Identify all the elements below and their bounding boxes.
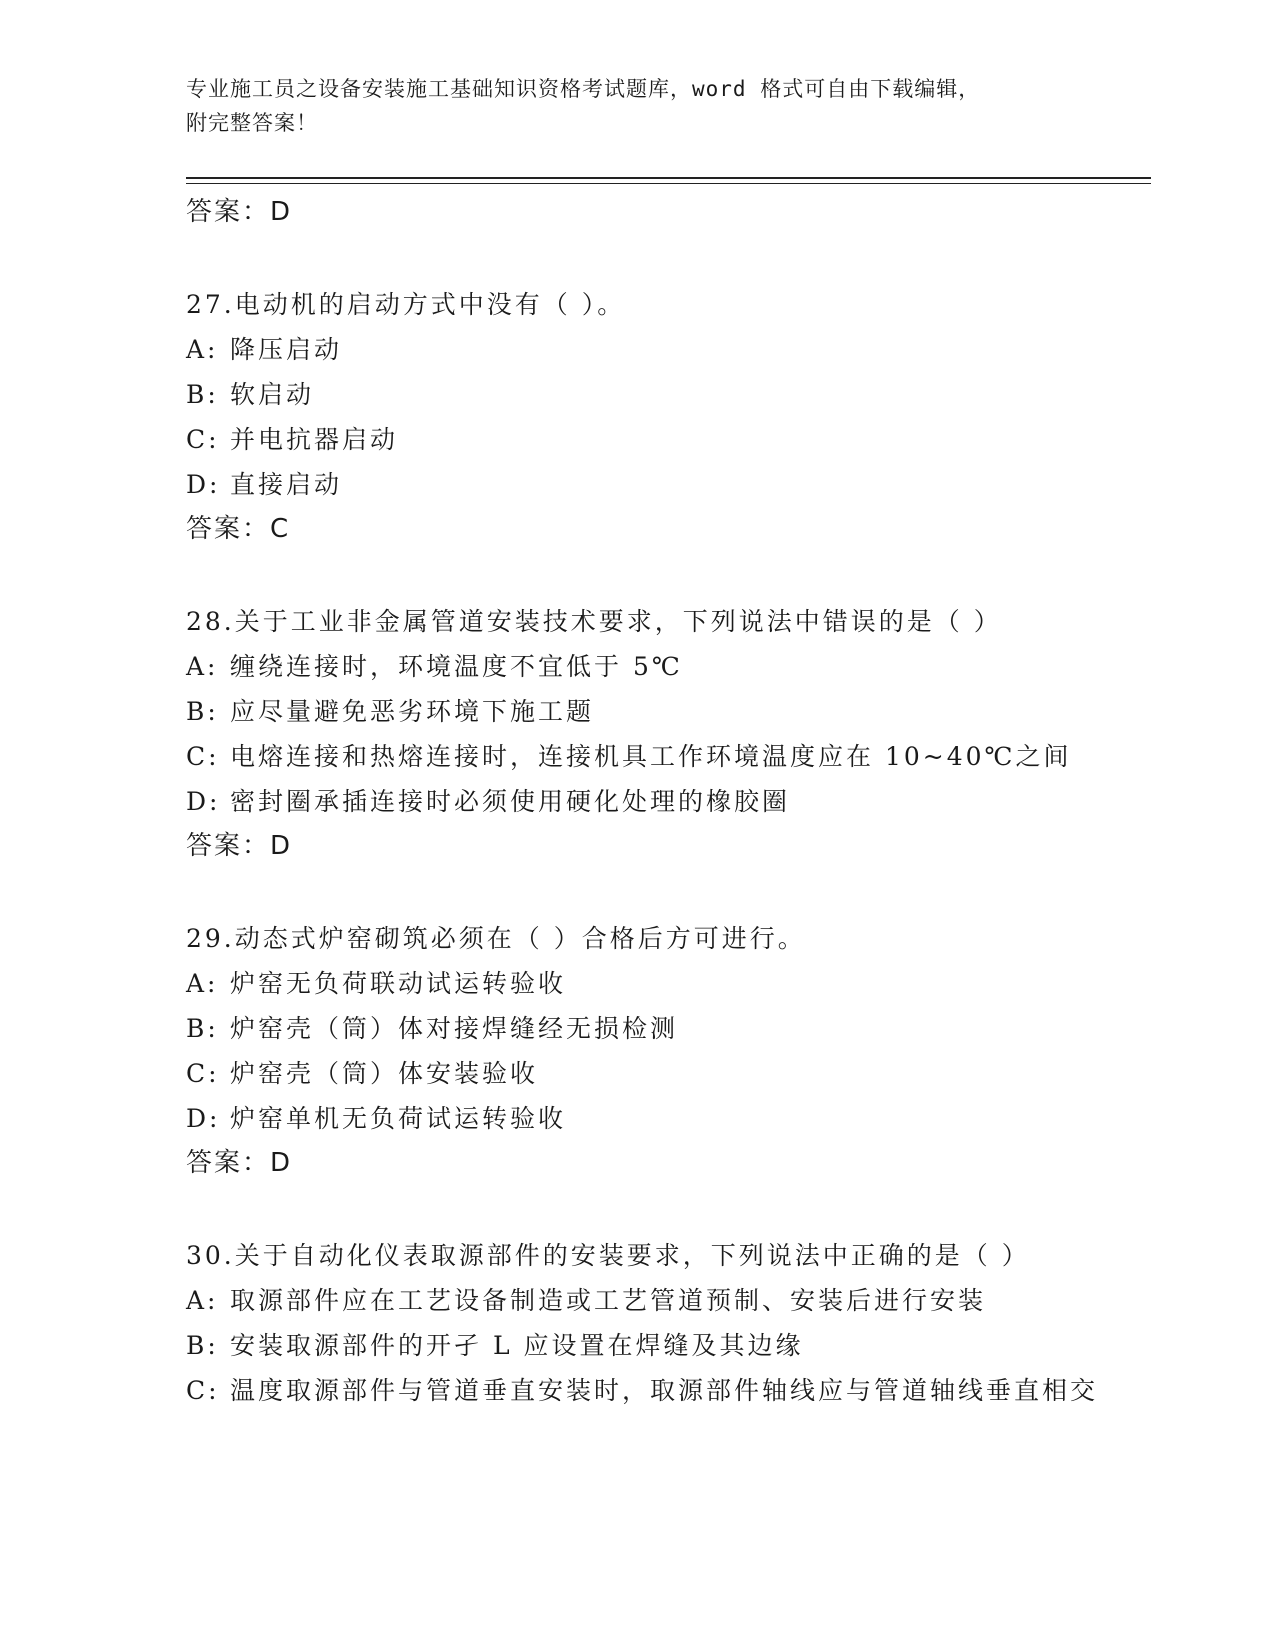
question-stem: 28.关于工业非金属管道安装技术要求，下列说法中错误的是（ ） xyxy=(186,607,1002,636)
option-c xyxy=(186,417,1136,462)
option-c xyxy=(186,1368,1136,1413)
question-29 xyxy=(186,916,1136,1185)
option-letter: C: xyxy=(186,1059,220,1088)
option-a xyxy=(186,1278,1136,1323)
option-letter: A: xyxy=(186,652,219,681)
option-a xyxy=(186,327,1136,372)
option-b xyxy=(186,372,1136,417)
option-text: 炉窑无负荷联动试运转验收 xyxy=(230,969,567,998)
question-28 xyxy=(186,599,1136,868)
question-answer: 答案：D xyxy=(186,1148,293,1178)
option-letter: A: xyxy=(186,1286,219,1315)
question-stem: 27.电动机的启动方式中没有（ ）。 xyxy=(186,290,626,319)
question-stem: 29.动态式炉窑砌筑必须在（ ）合格后方可进行。 xyxy=(186,924,806,953)
option-letter: D: xyxy=(186,787,221,816)
option-text: 电熔连接和热熔连接时，连接机具工作环境温度应在 10~40℃之间 xyxy=(230,742,1072,771)
header-line-2: 附完整答案！ xyxy=(186,111,318,135)
spacer xyxy=(186,551,1136,599)
option-text: 软启动 xyxy=(230,380,315,409)
option-a xyxy=(186,961,1136,1006)
header-divider-thick xyxy=(186,177,1151,179)
document-header xyxy=(186,72,1086,140)
option-letter: A: xyxy=(186,335,219,364)
option-text: 安装取源部件的开孑 L 应设置在焊缝及其边缘 xyxy=(230,1331,804,1360)
option-text: 密封圈承插连接时必须使用硬化处理的橡胶圈 xyxy=(230,787,791,816)
option-b xyxy=(186,1006,1136,1051)
option-letter: D: xyxy=(186,470,221,499)
option-d xyxy=(186,1096,1136,1141)
option-text: 应尽量避免恶劣环境下施工题 xyxy=(230,697,595,726)
spacer xyxy=(186,868,1136,916)
question-30 xyxy=(186,1233,1136,1413)
option-text: 温度取源部件与管道垂直安装时，取源部件轴线应与管道轴线垂直相交 xyxy=(230,1376,1099,1405)
option-letter: C: xyxy=(186,742,220,771)
option-text: 炉窑单机无负荷试运转验收 xyxy=(230,1104,567,1133)
spacer xyxy=(186,1185,1136,1233)
question-answer: 答案：C xyxy=(186,514,291,544)
option-d xyxy=(186,779,1136,824)
previous-answer: 答案：D xyxy=(186,197,293,227)
option-text: 缠绕连接时，环境温度不宜低于 5℃ xyxy=(230,652,683,681)
option-c xyxy=(186,1051,1136,1096)
header-line-1: 专业施工员之设备安装施工基础知识资格考试题库，word 格式可自由下载编辑， xyxy=(186,77,981,101)
option-letter: B: xyxy=(186,1331,219,1360)
option-letter: B: xyxy=(186,1014,219,1043)
option-letter: A: xyxy=(186,969,219,998)
option-text: 炉窑壳（筒）体对接焊缝经无损检测 xyxy=(230,1014,679,1043)
header-divider-thin xyxy=(186,183,1151,184)
question-list xyxy=(186,190,1136,1413)
spacer xyxy=(186,234,1136,282)
question-stem: 30.关于自动化仪表取源部件的安装要求，下列说法中正确的是（ ） xyxy=(186,1241,1030,1270)
option-text: 降压启动 xyxy=(230,335,343,364)
option-letter: B: xyxy=(186,380,219,409)
option-a xyxy=(186,644,1136,689)
option-text: 取源部件应在工艺设备制造或工艺管道预制、安装后进行安装 xyxy=(230,1286,987,1315)
option-c xyxy=(186,734,1136,779)
option-letter: C: xyxy=(186,425,220,454)
option-text: 炉窑壳（筒）体安装验收 xyxy=(230,1059,539,1088)
option-text: 并电抗器启动 xyxy=(230,425,399,454)
option-b xyxy=(186,1323,1136,1368)
option-d xyxy=(186,462,1136,507)
question-answer: 答案：D xyxy=(186,831,293,861)
option-text: 直接启动 xyxy=(230,470,343,499)
option-letter: D: xyxy=(186,1104,221,1133)
option-letter: C: xyxy=(186,1376,220,1405)
option-letter: B: xyxy=(186,697,219,726)
question-27 xyxy=(186,282,1136,551)
option-b xyxy=(186,689,1136,734)
